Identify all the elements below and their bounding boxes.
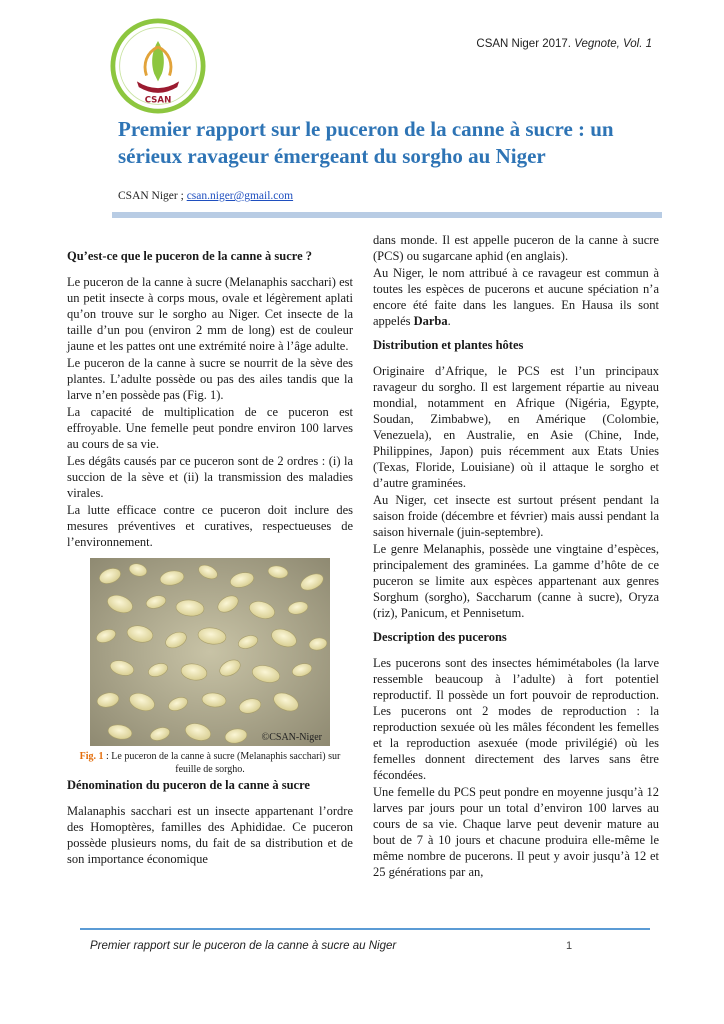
journal-ref-volume: Vegnote, Vol. 1 <box>574 38 652 50</box>
paragraph: Originaire d’Afrique, le PCS est l’un principaux ravageur du sorgho. Il est largement répartie au niveau mondial, notamment en Afrique (Nigéria, Egypte, Soudan, Zimbabwe), en Amérique (Colombie, Venezuela), en Australie, en Asie (Chine, Inde, Philippines, Japon) puis récemment aux Etats Unies (Texas, Floride, Louisiane) où il attaque le sorgho et d’autre graminées. <box>373 364 659 490</box>
author-line <box>118 190 293 202</box>
figure-caption <box>67 750 353 776</box>
paragraph: Les pucerons sont des insectes hémimétaboles (la larve ressemble beaucoup à l’adulte) à fort potentiel reproductif. Il possède un fort pouvoir de reproduction. Les pucerons ont 2 modes de reproduction : la reproduction sexuée où les mâles fécondent les femelles et la reproduction asexuée (mode privilégié) où les femelles donnent directement des larves sans être fécondées. <box>373 656 659 782</box>
page-number: 1 <box>566 940 573 952</box>
paragraph: Les dégâts causés par ce puceron sont de 2 ordres : (i) la succion de la sève et (ii) la transmission des maladies virales. <box>67 454 353 500</box>
paragraph: Le puceron de la canne à sucre (Melanaphis sacchari) est un petit insecte à corps mous, ovale et légèrement aplati qu’on trouve sur le sorgho au Niger. Cet insecte de la taille d’un pou (environ 2 mm de long) est de couleur jaune et les pattes ont une extrémité noire à l’âge adulte. <box>67 275 353 353</box>
paragraph: Une femelle du PCS peut pondre en moyenne jusqu’à 12 larves par jours pour un total d’environ 100 larves au cours de sa vie. Chaque larve peut devenir mature au bout de 7 à 10 jours et chacune produira elle-même le même nombre de pucerons. Il peut y avoir jusqu’à 12 et 25 générations par an, <box>373 785 659 879</box>
section-heading-what-is: Qu’est-ce que le puceron de la canne à sucre ? <box>67 249 313 263</box>
header-divider <box>112 212 662 218</box>
paragraph: La capacité de multiplication de ce puceron est effroyable. Une femelle peut pondre environ 100 larves au cours de sa vie. <box>67 405 353 451</box>
figure-number: Fig. 1 <box>79 751 104 762</box>
photo-watermark: ©CSAN-Niger <box>261 732 322 743</box>
journal-reference <box>476 38 652 50</box>
paragraph: La lutte efficace contre ce puceron doit inclure des mesures préventives et curatives, respectueuses de l’environnement. <box>67 503 353 549</box>
footer-running-title: Premier rapport sur le puceron de la canne à sucre au Niger <box>90 940 397 952</box>
section-heading-description: Description des pucerons <box>373 630 507 644</box>
paragraph: Malanaphis sacchari est un insecte appartenant l’ordre des Homoptères, familles des Aphididae. Ce puceron possède plusieurs noms, du fait de sa distribution et de son importance économique <box>67 804 353 866</box>
aphid-photo <box>90 558 330 746</box>
paragraph: Le genre Melanaphis, possède une vingtaine d’espèces, principalement des graminées. La gamme d’hôte de ce puceron se limite aux espèces appartenant aux genres Sorghum (sorgho), Saccharum (canne à sucre), Oryza (riz), Panicum, et Pennisetum. <box>373 542 659 620</box>
footer-divider <box>80 928 650 930</box>
left-column <box>67 248 353 868</box>
author-name: CSAN Niger ; <box>118 190 184 202</box>
hausa-name: Darba <box>413 314 448 328</box>
csan-logo <box>110 18 206 114</box>
figure-caption-text: : Le puceron de la canne à sucre (Melanaphis sacchari) sur feuille de sorgho. <box>103 751 341 775</box>
article-title: Premier rapport sur le puceron de la canne à sucre : un sérieux ravageur émergeant du sorgho au Niger <box>118 117 614 168</box>
section-heading-naming: Dénomination du puceron de la canne à sucre <box>67 778 310 792</box>
paragraph: Au Niger, cet insecte est surtout présent pendant la saison froide (décembre et février) mais aussi pendant la saison hivernale (juin-septembre). <box>373 493 659 539</box>
paragraph: Le puceron de la canne à sucre se nourrit de la sève des plantes. L’adulte possède ou pas des ailes tandis que la larve n’en possède pas (Fig. 1). <box>67 356 353 402</box>
svg-text:CSAN: CSAN <box>144 95 172 106</box>
paragraph: dans monde. Il est appelle puceron de la canne à sucre (PCS) ou sugarcane aphid (en anglais). <box>373 233 659 263</box>
section-heading-distribution: Distribution et plantes hôtes <box>373 338 524 352</box>
journal-ref-main: CSAN Niger 2017. <box>476 38 571 50</box>
paragraph <box>373 265 659 329</box>
right-column <box>373 232 659 881</box>
paragraph-text: Au Niger, le nom attribué à ce ravageur est commun à toutes les espèces de pucerons et aucune spéciation n’a encore été faite dans les langues. En Hausa ils sont appelés <box>373 266 659 328</box>
author-email-link[interactable]: csan.niger@gmail.com <box>186 190 294 202</box>
paragraph-end: . <box>447 314 451 328</box>
